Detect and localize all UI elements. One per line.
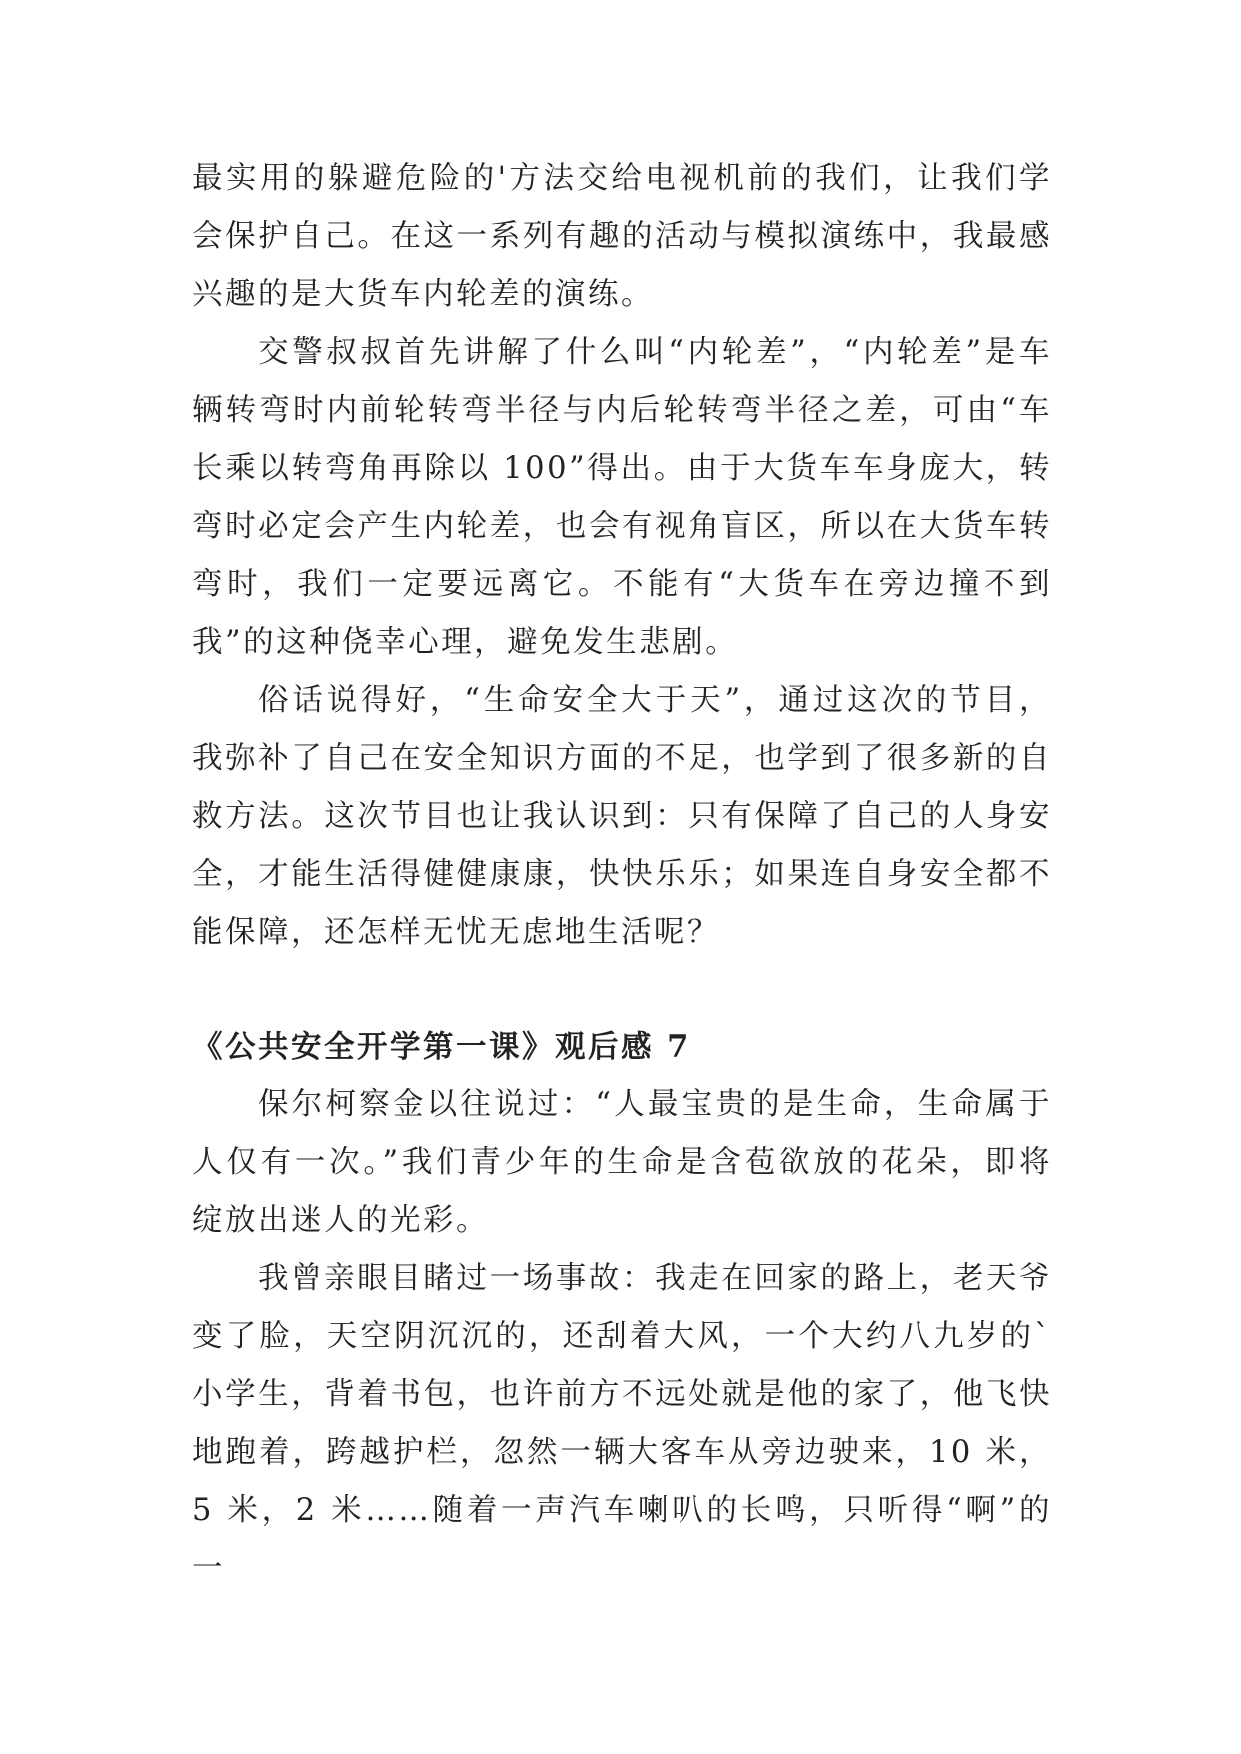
paragraph-continuation: 最实用的躲避危险的'方法交给电视机前的我们，让我们学会保护自己。在这一系列有趣的活动与模拟演练中，我最感兴趣的是大货车内轮差的演练。: [192, 161, 1052, 312]
section-spacer: [192, 962, 1052, 1018]
section-title: 《公共安全开学第一课》观后感 7: [192, 1029, 691, 1065]
paragraph-quote: 保尔柯察金以往说过：“人最宝贵的是生命，生命属于人仅有一次。”我们青少年的生命是含苞欲放的花朵，即将绽放出迷人的光彩。: [192, 1087, 1052, 1238]
paragraph-safety-conclusion: 俗话说得好，“生命安全大于天”，通过这次的节目，我弥补了自己在安全知识方面的不足，也学到了很多新的自救方法。这次节目也让我认识到：只有保障了自己的人身安全，才能生活得健健康康，快快乐乐；如果连自身安全都不能保障，还怎样无忧无虑地生活呢？: [192, 683, 1052, 950]
paragraph-accident: 我曾亲眼目睹过一场事故：我走在回家的路上，老天爷变了脸，天空阴沉沉的，还刮着大风，一个大约八九岁的`小学生，背着书包，也许前方不远处就是他的家了，他飞快地跑着，跨越护栏，忽然一辆大客车从旁边驶来，10 米，5 米，2 米……随着一声汽车喇叭的长鸣，只听得“啊”的一: [192, 1261, 1052, 1586]
document-body: [192, 150, 1052, 1598]
paragraph-inner-wheel-difference: 交警叔叔首先讲解了什么叫“内轮差”，“内轮差”是车辆转弯时内前轮转弯半径与内后轮转弯半径之差，可由“车长乘以转弯角再除以 100”得出。由于大货车车身庞大，转弯时必定会产生内轮差，也会有视角盲区，所以在大货车转弯时，我们一定要远离它。不能有“大货车在旁边撞不到我”的这种侥幸心理，避免发生悲剧。: [192, 335, 1052, 660]
